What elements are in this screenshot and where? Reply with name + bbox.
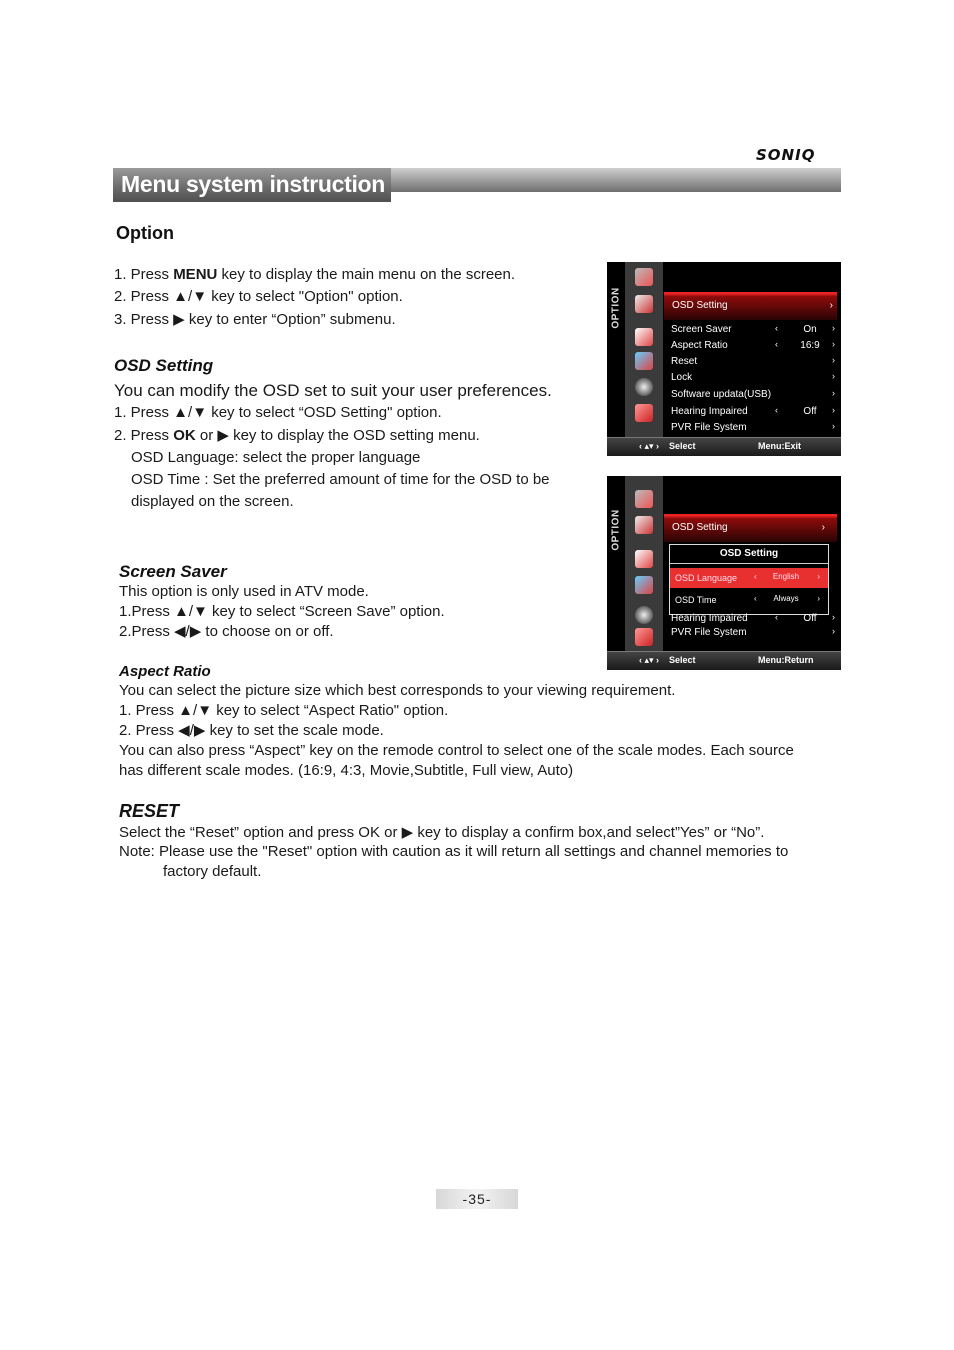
option-step-3: 3. Press ▶ key to enter “Option” submenu. (114, 311, 396, 328)
osd-step-1: 1. Press ▲/▼ key to select “OSD Setting" option. (114, 404, 442, 421)
popup-row-osd-time: OSD Time ‹ Always › (675, 594, 820, 605)
tv-row-hearing-impaired: Hearing Impaired ‹ Off › (671, 612, 835, 624)
reset-note-line-2: factory default. (163, 863, 262, 880)
option-step-1: 1. Press MENU key to display the main menu on the screen. (114, 266, 516, 283)
screen-icon (635, 576, 653, 594)
reset-line-1: Select the “Reset” option and press OK or ▶ key to display a confirm box,and select”Yes” or “No”. (119, 824, 765, 841)
osd-step-2: 2. Press OK or ▶ key to display the OSD setting menu. (114, 427, 480, 444)
tv-row-lock: Lock › (671, 371, 835, 383)
brand-logo: SONIQ (756, 146, 816, 164)
reset-heading: RESET (119, 801, 180, 821)
aspect-ratio-line-3: 2. Press ◀/▶ key to set the scale mode. (119, 722, 384, 739)
screen-saver-line-2: 1.Press ▲/▼ key to select “Screen Save” option. (119, 603, 445, 620)
globe-icon (635, 378, 653, 396)
screen-icon (635, 352, 653, 370)
osd-setting-intro: You can modify the OSD set to suit your user preferences. (114, 381, 552, 400)
tv-menu-header: OSD Setting › (664, 514, 837, 542)
tv-row-aspect-ratio: Aspect Ratio ‹ 16:9 › (671, 339, 835, 351)
tv-row-pvr-file-system: PVR File System › (671, 421, 835, 433)
osd-setting-heading: OSD Setting (114, 356, 214, 375)
tv-side-strip (607, 262, 625, 456)
tv-menu-footer: ‹ ▴▾ › Select Menu:Exit (607, 437, 841, 456)
reset-note-line-1: Note: Please use the "Reset" option with caution as it will return all settings and channel memories to (119, 843, 789, 860)
tv-osd-setting-screenshot (607, 476, 841, 670)
tv-menu-footer: ‹ ▴▾ › Select Menu:Return (607, 651, 841, 670)
aspect-ratio-line-5: has different scale modes. (16:9, 4:3, Movie,Subtitle, Full view, Auto) (119, 762, 574, 779)
tv-option-menu-screenshot (607, 262, 841, 456)
popup-title: OSD Setting (670, 545, 828, 564)
tv-menu-header: OSD Setting › (664, 292, 837, 320)
search-icon (635, 550, 653, 568)
aspect-ratio-heading: Aspect Ratio (119, 663, 211, 680)
tv-icon-column (625, 262, 663, 438)
media-icon (635, 404, 653, 422)
tools-icon (635, 295, 653, 313)
page-title: Menu system instruction (121, 171, 386, 197)
nav-arrows-icon: ‹ ▴▾ › (639, 655, 660, 665)
screen-saver-heading: Screen Saver (119, 562, 227, 581)
screen-saver-line-1: This option is only used in ATV mode. (119, 583, 369, 600)
tv-row-pvr-file-system: PVR File System › (671, 626, 835, 638)
tv-row-software-update: Software updata(USB) › (671, 388, 835, 400)
section-title: Option (116, 223, 174, 243)
tools-icon (635, 516, 653, 534)
popup-row-osd-language: OSD Language ‹ English › (670, 568, 828, 588)
tv-icon-column (625, 476, 663, 652)
page-number: -35- (436, 1189, 518, 1209)
tv-side-strip (607, 476, 625, 670)
search-icon (635, 328, 653, 346)
osd-time-desc-1: OSD Time : Set the preferred amount of time for the OSD to be (131, 471, 550, 488)
osd-setting-popup (669, 544, 829, 615)
aspect-ratio-line-4: You can also press “Aspect” key on the remode control to select one of the scale modes. Each source (119, 742, 794, 759)
option-step-2: 2. Press ▲/▼ key to select "Option" option. (114, 288, 403, 305)
osd-language-desc: OSD Language: select the proper language (131, 449, 421, 466)
tv-side-label: OPTION (610, 287, 622, 329)
tv-row-screen-saver: Screen Saver ‹ On › (671, 323, 835, 335)
picture-icon (635, 490, 653, 508)
nav-arrows-icon: ‹ ▴▾ › (639, 441, 660, 451)
media-icon (635, 628, 653, 646)
tv-row-hearing-impaired: Hearing Impaired ‹ Off › (671, 405, 835, 417)
aspect-ratio-line-1: You can select the picture size which best corresponds to your viewing requirement. (119, 682, 676, 699)
tv-row-reset: Reset › (671, 355, 835, 367)
osd-time-desc-2: displayed on the screen. (131, 493, 294, 510)
aspect-ratio-line-2: 1. Press ▲/▼ key to select “Aspect Ratio" option. (119, 702, 449, 719)
globe-icon (635, 606, 653, 624)
picture-icon (635, 268, 653, 286)
tv-side-label: OPTION (610, 509, 622, 551)
screen-saver-line-3: 2.Press ◀/▶ to choose on or off. (119, 623, 334, 640)
